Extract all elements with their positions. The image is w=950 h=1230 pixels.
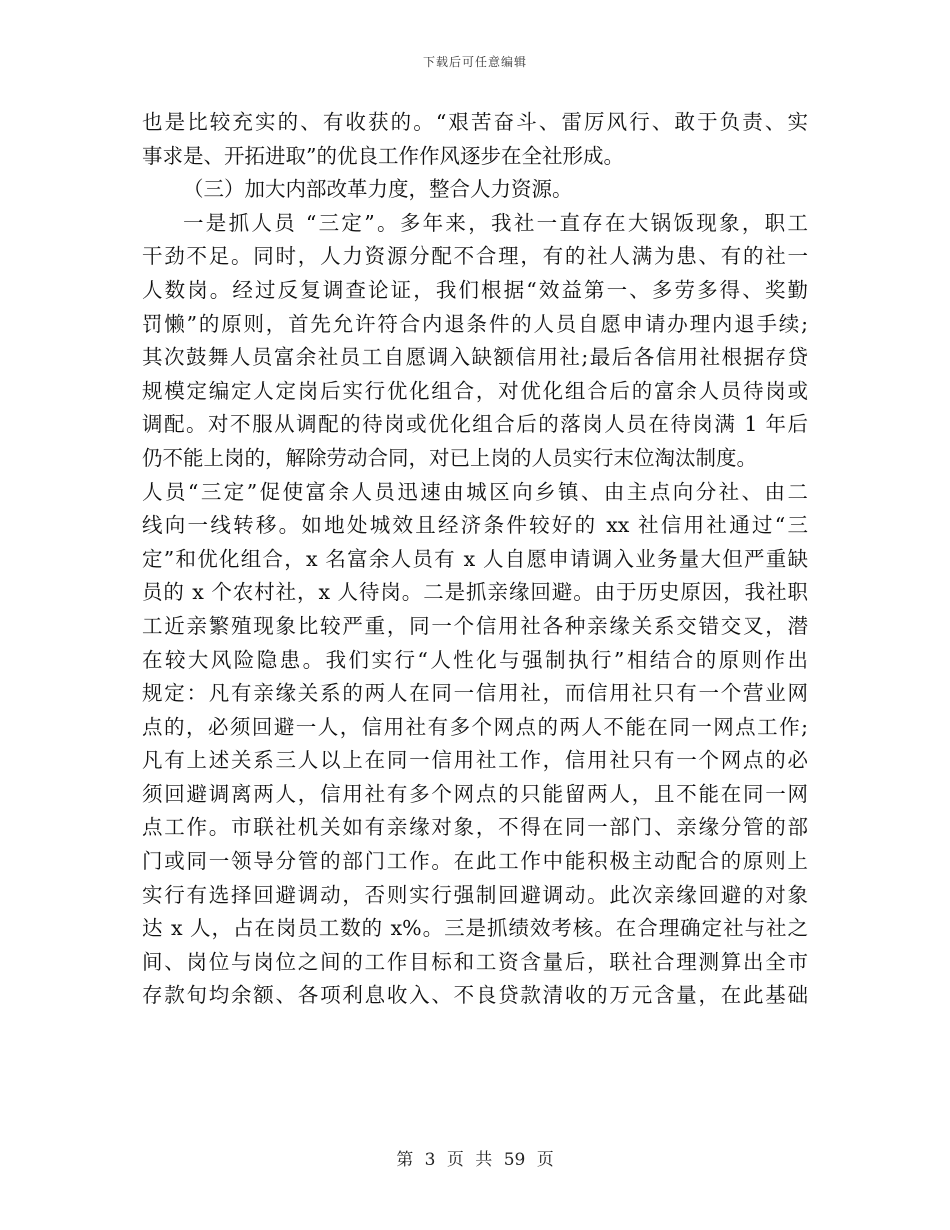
text-line: 人员“三定”促使富余人员迅速由城区向乡镇、由主点向分社、由二 [142, 479, 808, 504]
text-line: 在较大风险隐患。我们实行“人性化与强制执行”相结合的原则作出 [142, 647, 808, 672]
text-line: 规定：凡有亲缘关系的两人在同一信用社，而信用社只有一个营业网 [142, 681, 808, 706]
section-heading: （三）加大内部改革力度，整合人力资源。 [183, 177, 573, 202]
text-line: 仍不能上岗的，解除劳动合同，对已上岗的人员实行末位淘汰制度。 [142, 445, 757, 470]
text-line: 门或同一领导分管的部门工作。在此工作中能积极主动配合的原则上 [142, 849, 808, 874]
text-line: 也是比较充实的、有收获的。“艰苦奋斗、雷厉风行、敢于负责、实 [142, 110, 808, 134]
text-line: 调配。对不服从调配的待岗或优化组合后的落岗人员在待岗满 1 年后 [142, 412, 808, 437]
text-line: 线向一线转移。如地处城效且经济条件较好的 xx 社信用社通过“三 [142, 513, 808, 538]
text-line: 员的 x 个农村社，x 人待岗。二是抓亲缘回避。由于历史原因，我社职 [142, 580, 808, 605]
text-line: 一是抓人员 “三定”。多年来，我社一直存在大锅饭现象，职工 [183, 210, 808, 235]
text-line: 罚懒”的原则，首先允许符合内退条件的人员自愿申请办理内退手续; [142, 311, 808, 336]
header-note: 下载后可任意编辑 [422, 55, 527, 69]
text-line: 人数岗。经过反复调查论证，我们根据“效益第一、多劳多得、奖勤 [142, 277, 808, 302]
text-line: 工近亲繁殖现象比较严重，同一个信用社各种亲缘关系交错交叉，潜 [142, 613, 808, 638]
text-line: 凡有上述关系三人以上在同一信用社工作，信用社只有一个网点的必 [142, 748, 808, 773]
document-body [142, 106, 808, 1013]
text-line: 规模定编定人定岗后实行优化组合，对优化组合后的富余人员待岗或 [142, 378, 808, 403]
text-line: 点工作。市联社机关如有亲缘对象，不得在同一部门、亲缘分管的部 [142, 815, 808, 840]
text-line: 存款旬均余额、各项利息收入、不良贷款清收的万元含量，在此基础 [142, 983, 808, 1008]
text-line: 须回避调离两人，信用社有多个网点的只能留两人，且不能在同一网 [142, 781, 808, 806]
text-line: 事求是、开拓进取”的优良工作作风逐步在全社形成。 [142, 143, 624, 168]
text-line: 达 x 人，占在岗员工数的 x%。三是抓绩效考核。在合理确定社与社之 [142, 916, 808, 941]
text-line: 定”和优化组合，x 名富余人员有 x 人自愿申请调入业务量大但严重缺 [142, 546, 808, 571]
page-number: 第 3 页 共 59 页 [396, 1150, 554, 1170]
text-line: 干劲不足。同时，人力资源分配不合理，有的社人满为患、有的社一 [142, 244, 808, 269]
text-line: 间、岗位与岗位之间的工作目标和工资含量后，联社合理测算出全市 [142, 949, 808, 974]
text-line: 点的，必须回避一人，信用社有多个网点的两人不能在同一网点工作; [142, 714, 808, 739]
text-line: 实行有选择回避调动，否则实行强制回避调动。此次亲缘回避的对象 [142, 882, 808, 907]
text-line: 其次鼓舞人员富余社员工自愿调入缺额信用社;最后各信用社根据存贷 [142, 345, 808, 370]
